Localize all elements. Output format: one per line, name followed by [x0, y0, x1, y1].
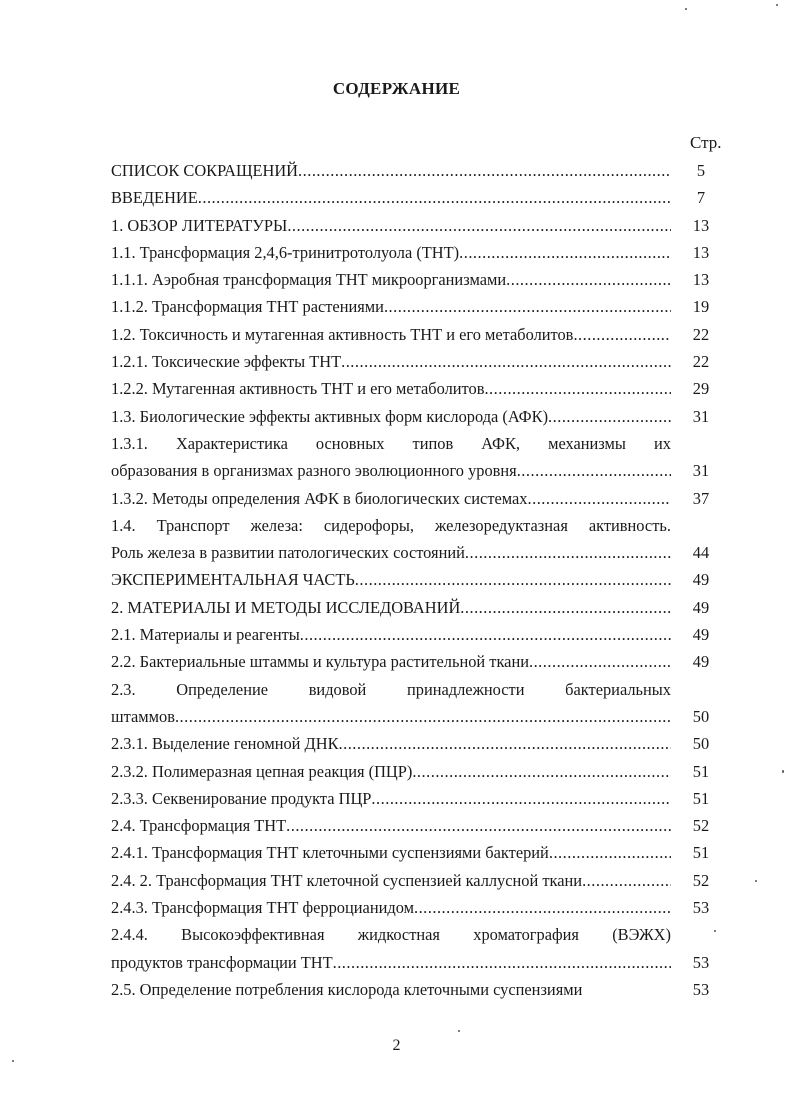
toc-entry-title: образования в организмах разного эволюционного уровня [111, 461, 517, 481]
toc-word: Транспорт [156, 515, 230, 535]
scan-speck [714, 930, 716, 932]
toc-entry-page: 7 [696, 188, 706, 208]
toc-entry-title: 1.2. Токсичность и мутагенная активность ТНТ и его метаболитов [111, 324, 574, 344]
toc-entry-page: 37 [692, 488, 710, 508]
toc-entry-continued [111, 512, 731, 539]
toc-entry-title: штаммов [111, 706, 175, 726]
toc-entry-page: 13 [692, 242, 710, 262]
toc-entry-continued [111, 921, 731, 948]
toc-entry [111, 403, 731, 430]
toc-entry-title: ЭКСПЕРИМЕНТАЛЬНАЯ ЧАСТЬ [111, 570, 355, 590]
toc-entry-title: 1.1. Трансформация 2,4,6-тринитротолуола (ТНТ) [111, 242, 460, 262]
toc-entry-title: 1.2.1. Токсические эффекты ТНТ [111, 352, 342, 372]
toc-entry [111, 157, 731, 184]
toc-entry-page: 49 [692, 597, 710, 617]
toc-entry-title: Роль железа в развитии патологических состояний [111, 543, 465, 563]
toc-word: железоредуктазная [435, 515, 568, 535]
toc-entry [111, 321, 731, 348]
toc-word: 2.3. [111, 679, 136, 699]
toc-word: механизмы [548, 433, 626, 453]
toc-entry-page: 22 [692, 352, 710, 372]
toc-entry [111, 594, 731, 621]
table-of-contents [111, 157, 731, 1003]
toc-entry-page: 51 [692, 788, 710, 808]
toc-entry-page: 31 [692, 461, 710, 481]
toc-entry-page: 49 [692, 570, 710, 590]
toc-entry-text-wrap [111, 212, 671, 239]
toc-entry-title: 1.3.2. Методы определения АФК в биологических системах [111, 488, 528, 508]
toc-word: основных [315, 433, 385, 453]
toc-entry-page: 51 [692, 761, 710, 781]
toc-entry-page: 49 [692, 625, 710, 645]
toc-entry-page: 29 [692, 379, 710, 399]
scan-speck [776, 4, 778, 6]
toc-entry-page: 31 [692, 406, 710, 426]
toc-entry-page: 22 [692, 324, 710, 344]
toc-entry-text-wrap [111, 594, 671, 621]
toc-title: СОДЕРЖАНИЕ [332, 79, 461, 98]
toc-entry [111, 949, 731, 976]
toc-entry-text [111, 921, 671, 948]
toc-word: АФК, [481, 433, 521, 453]
toc-entry-text-wrap [111, 621, 671, 648]
toc-entry-text [111, 676, 671, 703]
toc-entry-text-wrap [111, 949, 671, 976]
toc-entry-text [111, 430, 671, 457]
toc-entry [111, 976, 731, 1003]
toc-entry-text-wrap [111, 839, 671, 866]
toc-entry-title: 2.5. Определение потребления кислорода клеточными суспензиями [111, 979, 583, 999]
toc-entry-text-wrap [111, 321, 671, 348]
toc-entry-text-wrap [111, 239, 671, 266]
toc-entry [111, 239, 731, 266]
toc-entry [111, 293, 731, 320]
toc-word: сидерофоры, [323, 515, 415, 535]
toc-entry-title: ВВЕДЕНИЕ [111, 188, 198, 208]
toc-entry [111, 485, 731, 512]
toc-entry-title: 2.4. 2. Трансформация ТНТ клеточной суспензией каллусной ткани [111, 870, 583, 890]
toc-entry-text-wrap [111, 157, 671, 184]
toc-word: типов [412, 433, 454, 453]
toc-word: бактериальных [565, 679, 671, 699]
scan-speck [755, 880, 757, 882]
toc-entry-continued [111, 430, 731, 457]
toc-entry [111, 730, 731, 757]
toc-entry-page: 52 [692, 816, 710, 836]
toc-entry [111, 375, 731, 402]
toc-entry-page: 49 [692, 652, 710, 672]
toc-entry-title: 2.4.1. Трансформация ТНТ клеточными суспензиями бактерий [111, 843, 549, 863]
scan-speck [782, 770, 784, 773]
toc-entry-text-wrap [111, 703, 671, 730]
toc-entry-page: 53 [692, 952, 710, 972]
toc-entry-text [111, 512, 671, 539]
toc-entry-text-wrap [111, 812, 671, 839]
toc-entry-text-wrap [111, 184, 671, 211]
toc-entry-text-wrap [111, 266, 671, 293]
scan-speck [12, 1060, 14, 1062]
toc-entry [111, 867, 731, 894]
toc-entry-title: 1.1.2. Трансформация ТНТ растениями [111, 297, 384, 317]
toc-entry-text-wrap [111, 293, 671, 320]
toc-entry [111, 703, 731, 730]
toc-entry-page: 52 [692, 870, 710, 890]
toc-entry-text-wrap [111, 457, 671, 484]
toc-entry [111, 539, 731, 566]
toc-entry-text-wrap [111, 566, 671, 593]
toc-entry-title: 2. МАТЕРИАЛЫ И МЕТОДЫ ИССЛЕДОВАНИЙ [111, 597, 461, 617]
toc-entry-text-wrap [111, 785, 671, 812]
toc-entry-text-wrap [111, 894, 671, 921]
toc-entry-text-wrap [111, 976, 671, 1003]
toc-entry-text-wrap [111, 348, 671, 375]
toc-entry-page: 5 [696, 161, 706, 180]
toc-entry-title: 2.2. Бактериальные штаммы и культура растительной ткани [111, 652, 529, 672]
toc-entry-title: 2.3.3. Секвенирование продукта ПЦР [111, 788, 372, 808]
toc-entry [111, 812, 731, 839]
toc-entry [111, 348, 731, 375]
toc-entry-text-wrap [111, 485, 671, 512]
toc-entry [111, 785, 731, 812]
toc-entry [111, 758, 731, 785]
toc-word: 1.3.1. [111, 433, 148, 453]
toc-entry-title: СПИСОК СОКРАЩЕНИЙ [111, 161, 299, 180]
toc-entry [111, 621, 731, 648]
toc-entry-title: 2.1. Материалы и реагенты [111, 625, 300, 645]
toc-entry-page: 44 [692, 543, 710, 563]
page-number: 2 [392, 1037, 401, 1054]
toc-entry-title: 1. ОБЗОР ЛИТЕРАТУРЫ [111, 215, 288, 235]
toc-entry [111, 184, 731, 211]
toc-entry-title: 1.2.2. Мутагенная активность ТНТ и его метаболитов [111, 379, 485, 399]
toc-entry-title: продуктов трансформации ТНТ [111, 952, 333, 972]
scan-speck [685, 8, 687, 10]
toc-entry-title: 2.4. Трансформация ТНТ [111, 816, 287, 836]
toc-word: железа: [250, 515, 303, 535]
toc-entry [111, 839, 731, 866]
toc-entry-page: 53 [692, 898, 710, 918]
toc-entry-title: 2.4.3. Трансформация ТНТ ферроцианидом [111, 898, 414, 918]
toc-entry [111, 566, 731, 593]
toc-word: хроматография [473, 925, 579, 945]
toc-entry [111, 457, 731, 484]
toc-entry-page: 13 [692, 215, 710, 235]
toc-entry-title: 1.1.1. Аэробная трансформация ТНТ микроорганизмами [111, 270, 507, 290]
toc-word: видовой [308, 679, 367, 699]
toc-word: 1.4. [111, 515, 136, 535]
toc-entry-title: 1.3. Биологические эффекты активных форм кислорода (АФК) [111, 406, 549, 426]
toc-entry [111, 266, 731, 293]
toc-entry-text-wrap [111, 758, 671, 785]
page-column-header: Стр. [690, 133, 722, 152]
toc-entry-text-wrap [111, 375, 671, 402]
toc-word: 2.4.4. [111, 925, 148, 945]
toc-word: их [653, 433, 671, 453]
toc-entry-text-wrap [111, 539, 671, 566]
toc-entry-title: 2.3.1. Выделение геномной ДНК [111, 734, 339, 754]
toc-entry [111, 212, 731, 239]
scan-speck [458, 1030, 460, 1032]
toc-entry-page: 53 [692, 979, 710, 999]
toc-entry-page: 51 [692, 843, 710, 863]
toc-word: Высокоэффективная [181, 925, 325, 945]
toc-word: принадлежности [407, 679, 525, 699]
toc-word: (ВЭЖХ) [612, 925, 671, 945]
toc-entry-page: 19 [692, 297, 710, 317]
toc-entry-continued [111, 676, 731, 703]
toc-entry-title: 2.3.2. Полимеразная цепная реакция (ПЦР) [111, 761, 413, 781]
toc-entry-text-wrap [111, 867, 671, 894]
toc-word: активность. [588, 515, 671, 535]
toc-entry [111, 894, 731, 921]
toc-entry-page: 13 [692, 270, 710, 290]
toc-entry-text-wrap [111, 648, 671, 675]
toc-entry [111, 648, 731, 675]
toc-word: жидкостная [357, 925, 440, 945]
toc-entry-page: 50 [692, 706, 710, 726]
toc-word: Определение [176, 679, 269, 699]
toc-entry-text-wrap [111, 730, 671, 757]
toc-word: Характеристика [175, 433, 288, 453]
toc-entry-text-wrap [111, 403, 671, 430]
toc-entry-page: 50 [692, 734, 710, 754]
